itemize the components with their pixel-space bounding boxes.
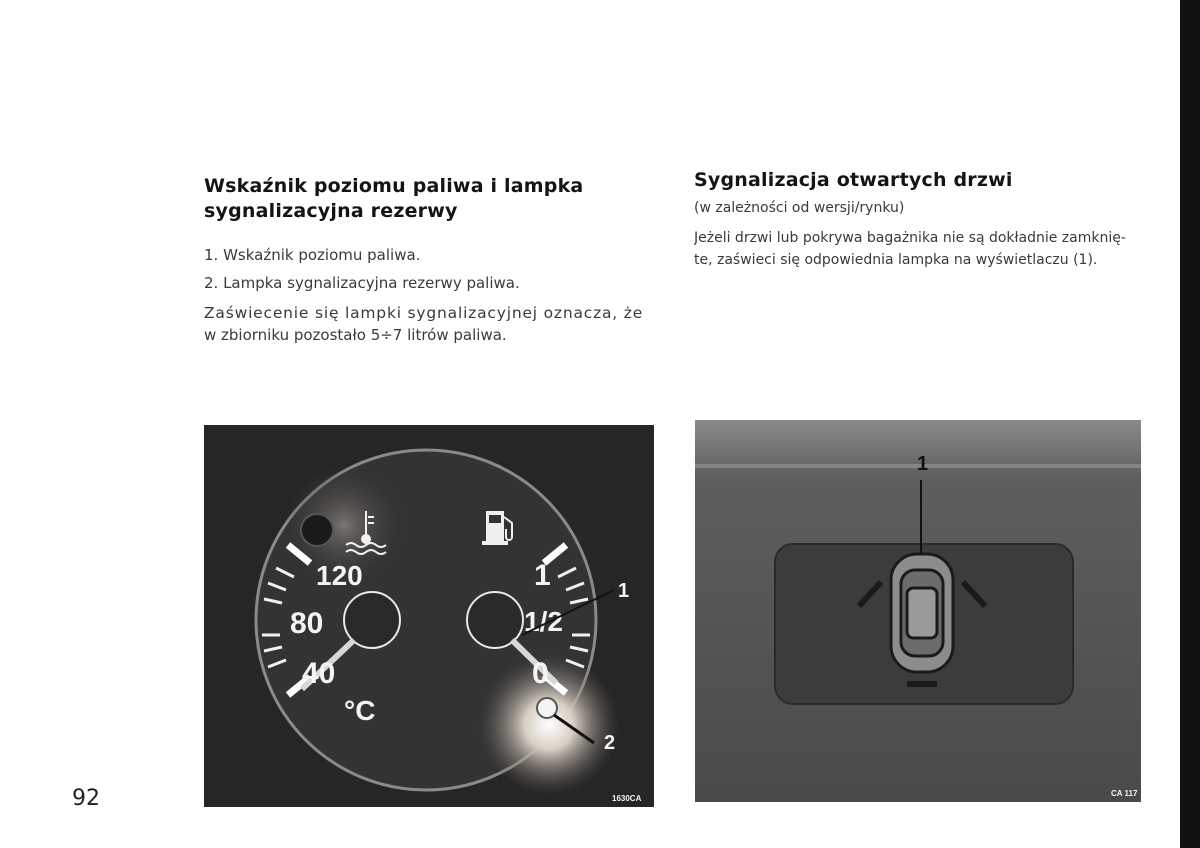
- gauge-illustration: [204, 425, 654, 807]
- page-number: 92: [72, 786, 100, 811]
- trunk-open-indicator: [907, 681, 937, 687]
- figure-code: 1630CA: [612, 794, 642, 803]
- callout-number-2: 2: [604, 732, 616, 754]
- fuel-gauge-heading-line1: Wskaźnik poziomu paliwa i lampka: [204, 175, 584, 197]
- fuel-reserve-paragraph-line2: w zbiorniku pozostało 5÷7 litrów paliwa.: [204, 326, 507, 344]
- right-column: [694, 168, 1139, 271]
- left-column: [204, 174, 664, 346]
- list-item: 1. Wskaźnik poziomu paliwa.: [204, 246, 421, 264]
- temperature-unit-label: °C: [344, 695, 376, 726]
- callout-number-display: 1: [917, 453, 929, 475]
- temperature-label-80: 80: [290, 607, 324, 640]
- door-warning-paragraph-line1: Jeżeli drzwi lub pokrywa bagażnika nie są dokładnie zamknię-: [694, 230, 1126, 246]
- temperature-warning-light: [301, 514, 333, 546]
- fuel-label-half: 1/2: [524, 606, 563, 637]
- fuel-label-full: 1: [534, 559, 551, 592]
- temperature-label-40: 40: [302, 657, 336, 690]
- door-warning-paragraph-line2: te, zaświeci się odpowiednia lampka na wyświetlaczu (1).: [694, 252, 1098, 268]
- book-spine-shadow: [1180, 0, 1200, 848]
- fuel-reserve-paragraph-line1: Zaświecenie się lampki sygnalizacyjnej oznacza, że: [204, 304, 644, 322]
- figure-code-display: CA 117: [1111, 789, 1138, 798]
- fuel-gauge-heading-line2: sygnalizacyjna rezerwy: [204, 200, 458, 222]
- temperature-label-120: 120: [316, 560, 363, 591]
- door-warning-heading: Sygnalizacja otwartych drzwi: [694, 169, 1013, 191]
- door-warning-display-figure: [695, 420, 1141, 802]
- callout-number-1: 1: [618, 580, 630, 602]
- car-outline-icon: [891, 554, 953, 672]
- list-item: 2. Lampka sygnalizacyjna rezerwy paliwa.: [204, 274, 520, 292]
- fuel-label-empty: 0: [532, 657, 549, 690]
- display-illustration: [695, 420, 1141, 802]
- door-warning-subheading: (w zależności od wersji/rynku): [694, 200, 905, 216]
- fuel-temperature-gauge-figure: [204, 425, 654, 807]
